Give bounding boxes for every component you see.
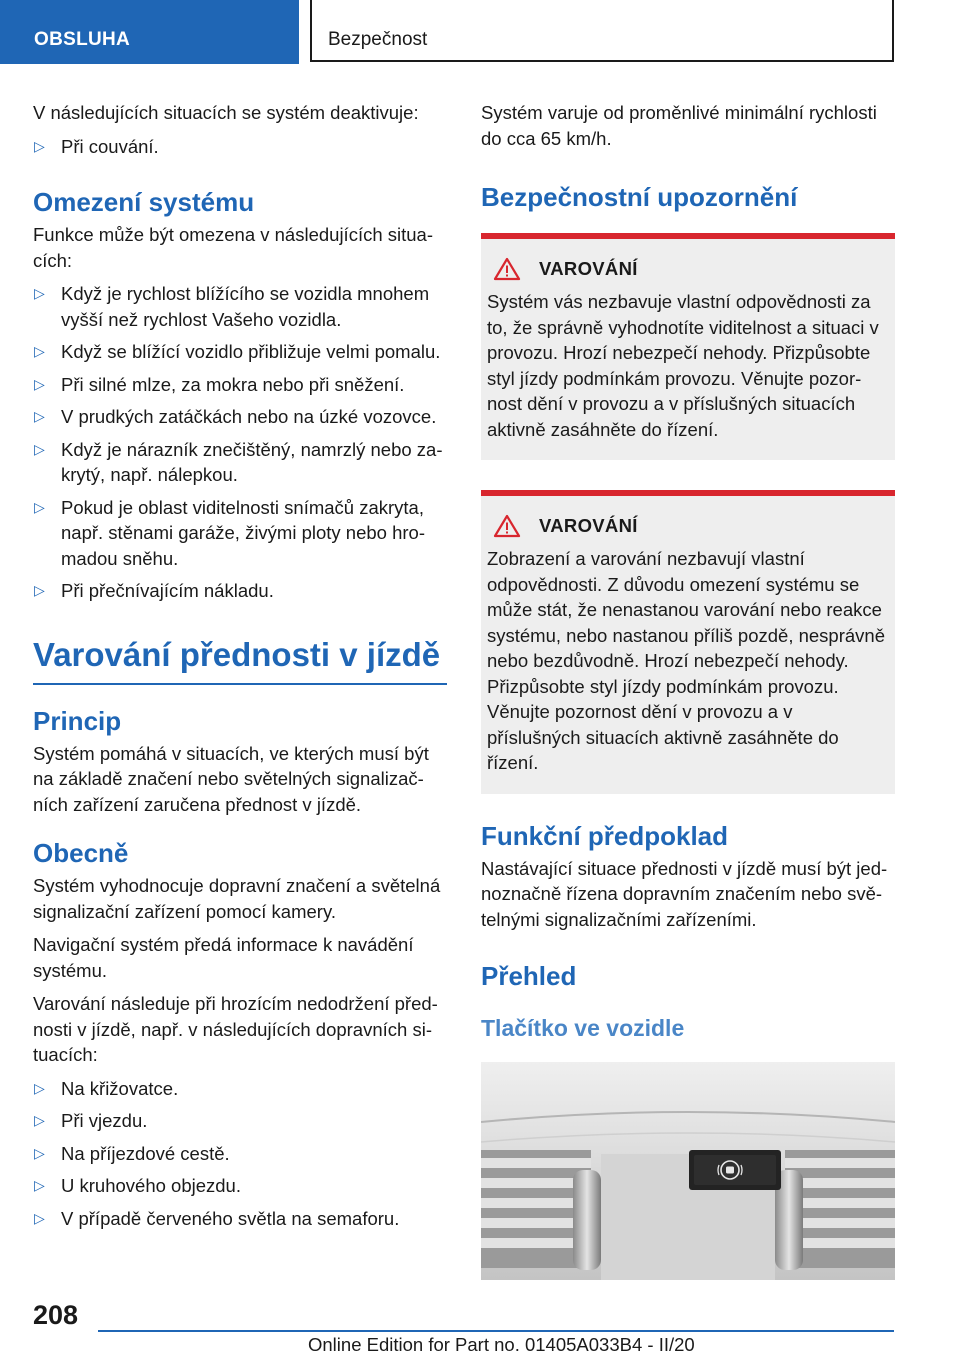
triangle-right-icon: ▷	[34, 582, 45, 598]
paragraph: Nastávající situace přednosti v jízdě musí být jednoznačně řízena dopravním značením nebo světelnými signalizačními zařízeními.	[481, 857, 888, 930]
section-heading: Funkční předpoklad	[481, 820, 729, 851]
warning-title	[487, 514, 887, 538]
situations-list	[33, 1076, 447, 1232]
list-item: ▷ V prudkých zatáčkách nebo na úzké vozovce.	[33, 404, 447, 430]
list-item: ▷ Na křižovatce.	[33, 1076, 447, 1102]
triangle-right-icon: ▷	[34, 1209, 45, 1226]
warning-text: Zobrazení a varování nezbavují vlastní odpovědnosti. Z důvodu omezení systému se může stát, že nenastanou varování nebo reakce systému, nebo nastanou příliš pozdě, nesprávně nebo bezdůvodně. Hrozí nebezpečí nehody. Přizpůsobte styl jízdy podmínkám provozu. Věnujte pozornost dění v provozu a v příslušných situacích aktivně zasáhněte do řízení.	[487, 548, 885, 773]
triangle-right-icon: ▷	[34, 137, 45, 154]
warning-label: VAROVÁNÍ	[539, 515, 638, 536]
list-item: ▷ Při couvání.	[33, 134, 447, 160]
subsection-heading: Tlačítko ve vozidle	[481, 1015, 685, 1041]
right-column	[481, 100, 895, 1280]
triangle-right-icon: ▷	[34, 1079, 45, 1096]
section-heading: Bezpečnostní upozornění	[481, 182, 798, 212]
button-photo	[481, 1062, 895, 1280]
triangle-right-icon: ▷	[34, 285, 45, 301]
page-number: 208	[33, 1300, 79, 1330]
triangle-right-icon: ▷	[34, 343, 45, 359]
warning-box	[481, 490, 895, 794]
section-heading: Omezení systému	[33, 187, 255, 217]
triangle-right-icon: ▷	[34, 408, 45, 424]
list-item: ▷ U kruhového objezdu.	[33, 1173, 447, 1199]
list-item: ▷ V případě červeného světla na semaforu.	[33, 1206, 447, 1232]
section-heading: Princip	[33, 705, 122, 736]
intro-list	[33, 134, 447, 160]
list-item: ▷ Pokud je oblast viditelnosti snímačů zakryta, např. stěnami garáže, živými ploty nebo hromadou sněhu.	[34, 496, 426, 569]
list-item: ▷ Při silné mlze, za mokra nebo při sněžení.	[33, 372, 447, 398]
paragraph: Systém vyhodnocuje dopravní značení a světelná signalizační zařízení pomocí kamery.	[33, 875, 441, 922]
triangle-right-icon: ▷	[34, 1144, 45, 1161]
list-item: ▷ Když je nárazník znečištěný, namrzlý nebo zakrytý, např. nálepkou.	[34, 438, 443, 485]
list-item: ▷ Když je rychlost blížícího se vozidla mnohem vyšší než rychlost Vašeho vozidla.	[34, 283, 430, 330]
paragraph: Funkce může být omezena v následujících situacích:	[33, 224, 434, 271]
paragraph: Systém pomáhá v situacích, ve kterých musí být na základě značení nebo světelných signalizačních zařízení zaručena přednost v jízdě.	[33, 742, 429, 815]
triangle-right-icon: ▷	[34, 1177, 45, 1193]
footer-rule	[98, 1330, 894, 1332]
section-label: OBSLUHA	[34, 29, 131, 50]
warning-box	[481, 233, 895, 460]
footer-edition: Online Edition for Part no. 01405A033B4 - II/20	[308, 1334, 695, 1355]
list-item: ▷ Při přečnívajícím nákladu.	[33, 578, 447, 604]
chapter-label: Bezpečnost	[328, 29, 428, 50]
limits-list	[33, 281, 447, 604]
section-tab	[0, 0, 299, 64]
list-item: ▷ Když se blížící vozidlo přibližuje velmi pomalu.	[33, 339, 447, 365]
triangle-right-icon: ▷	[34, 498, 45, 515]
section-heading: Přehled	[481, 961, 577, 991]
warning-text: Systém vás nezbavuje vlastní odpovědnosti za to, že správně vyhodnotíte viditelnost a situaci v provozu. Hrozí nebezpečí nehody. Přizpůsobte styl jízdy podmínkám provozu. Věnujte pozornost dění v provozu a v příslušných situacích aktivně zasáhněte do řízení.	[487, 291, 879, 440]
dashboard-vents-illustration	[481, 1062, 895, 1280]
warning-triangle-icon	[493, 257, 521, 281]
paragraph: Varování následuje při hrozícím nedodržení přednosti v jízdě, např. v následujících dopravních situacích:	[33, 993, 438, 1065]
list-item: ▷ Na příjezdové cestě.	[33, 1141, 447, 1167]
paragraph: Navigační systém předá informace k navádění systému.	[33, 934, 414, 981]
intro-text: V následujících situacích se systém deaktivuje:	[33, 102, 419, 123]
left-column	[33, 100, 447, 1238]
main-heading: Varování přednosti v jízdě	[33, 635, 447, 685]
chapter-box	[310, 0, 894, 62]
warning-label: VAROVÁNÍ	[539, 258, 638, 279]
triangle-right-icon: ▷	[34, 1112, 45, 1128]
section-heading: Obecně	[33, 838, 129, 868]
triangle-right-icon: ▷	[34, 440, 45, 457]
paragraph: Systém varuje od proměnlivé minimální rychlosti do cca 65 km/h.	[481, 102, 877, 149]
triangle-right-icon: ▷	[34, 375, 45, 392]
warning-title	[487, 257, 887, 281]
list-item: ▷ Při vjezdu.	[33, 1108, 447, 1134]
warning-triangle-icon	[493, 514, 521, 538]
